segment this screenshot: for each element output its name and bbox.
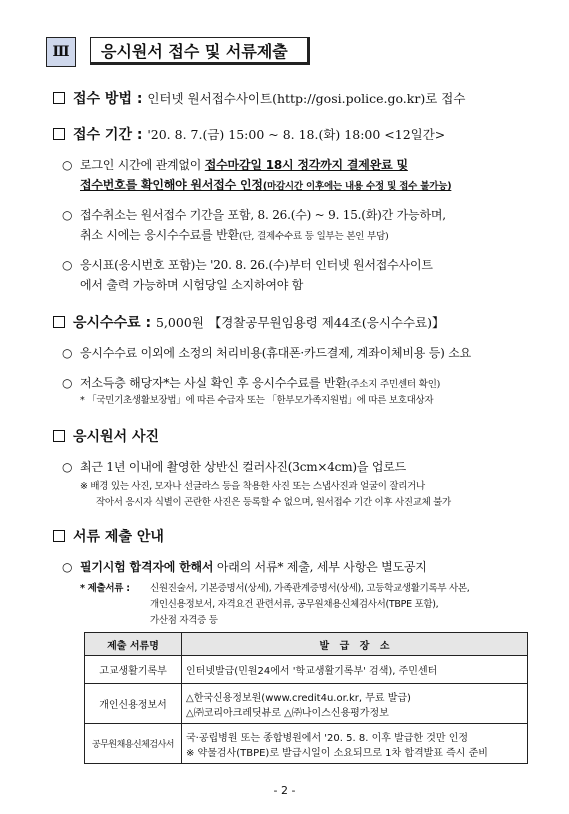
circle-bullet-icon: ○ <box>62 460 73 474</box>
checkbox-square-icon <box>53 92 65 104</box>
circle-bullet-icon: ○ <box>62 258 73 272</box>
checkbox-square-icon <box>53 430 65 442</box>
fee-bullet-1: ○ 응시수수료 이외에 소정의 처리비용(휴대폰·카드결제, 계좌이체비용 등) 소요 <box>62 346 472 360</box>
circle-bullet-icon: ○ <box>62 376 73 390</box>
circle-bullet-icon: ○ <box>62 208 73 222</box>
table-row <box>85 656 528 684</box>
checkbox-square-icon <box>53 316 65 328</box>
docs-heading <box>53 526 164 546</box>
docs-list-line-3: 가산점 자격증 등 <box>150 615 218 626</box>
photo-bullet: ○ 최근 1년 이내에 촬영한 상반신 컬러사진(3cm×4cm)을 업로드 <box>62 460 407 474</box>
table-header-row <box>85 633 528 656</box>
fee-label: 응시수수료 <box>73 315 141 331</box>
table-cell: 개인신용정보서 <box>85 684 182 724</box>
receipt-method-label: 접수 방법 <box>73 91 132 107</box>
period-bullet-1-line2: 접수번호를 확인해야 원서접수 인정(마감시간 이후에는 내용 수정 및 접수 불가능) <box>80 178 452 192</box>
fee-note: * 「국민기초생활보장법」에 따른 수급자 또는 「한부모가족지원법」에 따른 보호대상자 <box>80 395 434 406</box>
table-header: 제출 서류명 <box>85 633 182 656</box>
fee-law: 【경찰공무원임용령 제44조(응시수수료)】 <box>208 315 445 330</box>
section-header <box>46 37 310 69</box>
table-cell: 국·공립병원 또는 종합병원에서 '20. 5. 8. 이후 발급한 것만 인정 ※ 약물검사(TBPE)로 발급시일이 소요되므로 1차 합격발표 즉시 준비 <box>182 724 528 764</box>
checkbox-square-icon <box>53 128 65 140</box>
table-row <box>85 724 528 764</box>
documents-table <box>84 632 528 764</box>
photo-note-1: ※ 배경 있는 사진, 모자나 선글라스 등을 착용한 사진 또는 스냅사진과 얼굴이 잘리거나 <box>80 481 425 492</box>
receipt-method-colon: : <box>136 91 143 107</box>
receipt-period-text: '20. 8. 7.(금) 15:00 ~ 8. 18.(화) 18:00 <12일간> <box>147 127 446 142</box>
circle-bullet-icon: ○ <box>62 560 73 574</box>
docs-list-line-1: 신원진술서, 기본증명서(상세), 가족관계증명서(상세), 고등학교생활기록부 사본, <box>150 583 470 594</box>
page-number: - 2 - <box>273 784 296 797</box>
receipt-method-text: 인터넷 원서접수사이트(http://gosi.police.go.kr)로 접수 <box>147 91 466 106</box>
period-bullet-2: ○ 접수취소는 원서접수 기간을 포함, 8. 26.(수) ~ 9. 15.(화)간 가능하며, <box>62 208 446 222</box>
photo-heading <box>53 426 159 446</box>
table-cell: 인터넷발급(민원24에서 '학교생활기록부' 검색), 주민센터 <box>182 656 528 684</box>
receipt-period-heading <box>53 124 445 144</box>
period-bullet-1: ○ 로그인 시간에 관계없이 접수마감일 18시 정각까지 결제완료 및 <box>62 158 408 172</box>
receipt-period-colon: : <box>136 127 143 143</box>
table-row <box>85 684 528 724</box>
fee-bullet-2: ○ 저소득층 해당자*는 사실 확인 후 응시수수료를 반환(주소지 주민센터 확인) <box>62 376 441 390</box>
table-header: 발 급 장 소 <box>182 633 528 656</box>
circle-bullet-icon: ○ <box>62 158 73 172</box>
receipt-period-label: 접수 기간 <box>73 127 132 143</box>
circle-bullet-icon: ○ <box>62 346 73 360</box>
docs-bullet: ○ 필기시험 합격자에 한해서 아래의 서류* 제출, 세부 사항은 별도공지 <box>62 560 427 574</box>
fee-heading <box>53 312 445 332</box>
table-cell: △한국신용정보원(www.credit4u.or.kr, 무료 발급) △㈜코리아크레딧뷰로 △㈜나이스신용평가정보 <box>182 684 528 724</box>
period-bullet-3-line2: 에서 출력 가능하며 시험당일 소지하여야 함 <box>80 278 304 292</box>
table-cell: 고교생활기록부 <box>85 656 182 684</box>
fee-amount: 5,000원 <box>155 315 204 330</box>
fee-colon: : <box>145 315 152 331</box>
docs-list-line-2: 개인신용정보서, 자격요건 관련서류, 공무원채용신체검사서(TBPE 포함), <box>150 599 439 610</box>
table-cell: 공무원채용신체검사서 <box>85 724 182 764</box>
photo-note-2: 작아서 응시자 식별이 곤란한 사진은 등록할 수 없으며, 원서접수 기간 이후 사진교체 불가 <box>96 497 451 508</box>
receipt-method-heading <box>53 88 465 108</box>
period-bullet-2-line2: 취소 시에는 응시수수료를 반환(단, 결제수수료 등 일부는 본인 부담) <box>80 228 389 242</box>
docs-label: 서류 제출 안내 <box>73 529 164 545</box>
period-bullet-3: ○ 응시표(응시번호 포함)는 '20. 8. 26.(수)부터 인터넷 원서접수사이트 <box>62 258 433 272</box>
section-title: 응시원서 접수 및 서류제출 <box>90 37 310 65</box>
docs-list-label: * 제출서류 : <box>80 583 130 594</box>
checkbox-square-icon <box>53 530 65 542</box>
photo-label: 응시원서 사진 <box>73 429 160 445</box>
section-number: Ⅲ <box>46 37 76 67</box>
